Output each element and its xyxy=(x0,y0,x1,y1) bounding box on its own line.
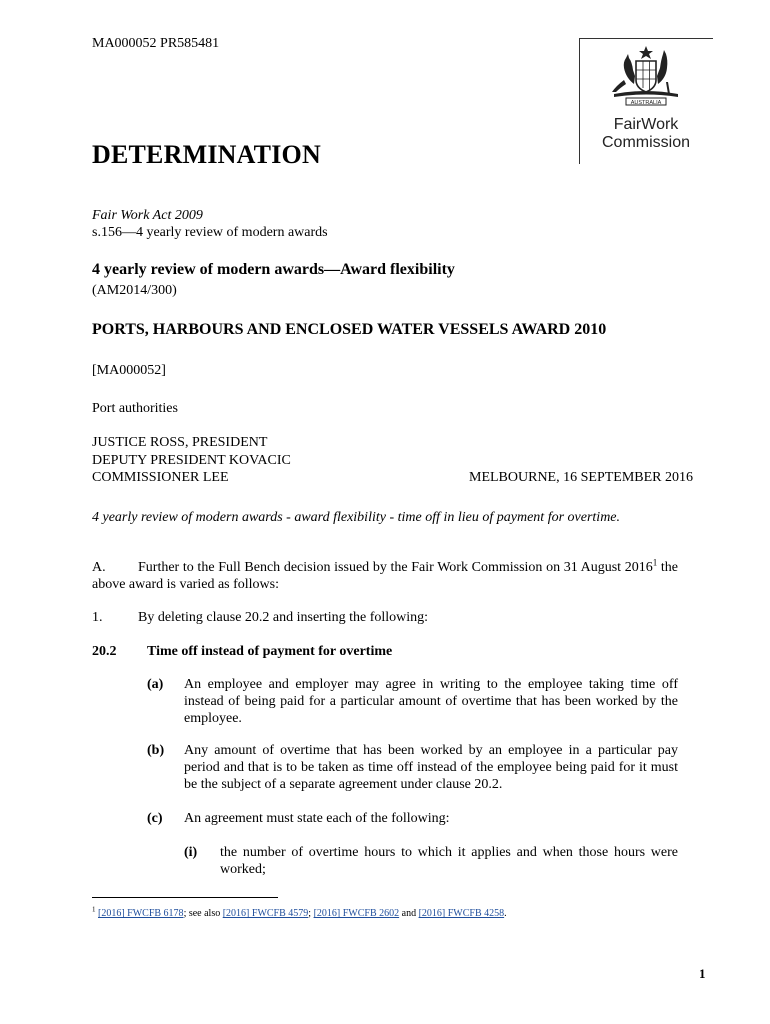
bench-member: COMMISSIONER LEE xyxy=(92,470,229,485)
footnote-end: . xyxy=(504,908,507,919)
location-date: MELBOURNE, 16 SEPTEMBER 2016 xyxy=(469,470,694,485)
paragraph-a-tail: the above award is varied as follows: xyxy=(92,560,678,592)
document-reference: MA000052 PR585481 xyxy=(92,36,220,51)
footnote-link[interactable]: [2016] FWCFB 2602 xyxy=(313,908,400,919)
act-section: s.156—4 yearly review of modern awards xyxy=(92,225,328,240)
item-text: By deleting clause 20.2 and inserting the following: xyxy=(138,610,429,625)
coat-of-arms-icon xyxy=(604,44,688,106)
logo-line-2: Commission xyxy=(601,134,690,151)
footnote-reference[interactable]: 1 xyxy=(652,557,658,568)
paragraph-a-text xyxy=(92,559,678,593)
subclause-text: An agreement must state each of the following: xyxy=(184,811,450,826)
subclause-marker: (c) xyxy=(147,811,163,826)
subclause-marker: (b) xyxy=(147,743,165,758)
footnote xyxy=(92,905,507,920)
commission-logo-text xyxy=(579,116,713,152)
industry: Port authorities xyxy=(92,401,178,416)
footnote-separator: ; see also xyxy=(183,908,223,919)
footnote-number: 1 xyxy=(92,905,96,914)
subclause-text: Any amount of overtime that has been worked by an employee in a particular pay period and that is to be taken as time off instead of the employee being paid for it must be the subject of a separate agreement under clause 20.2. xyxy=(184,743,678,792)
award-name: PORTS, HARBOURS AND ENCLOSED WATER VESSELS AWARD 2010 xyxy=(92,321,607,338)
footnote-divider xyxy=(92,897,278,898)
bench-member: DEPUTY PRESIDENT KOVACIC xyxy=(92,453,291,468)
subclause-marker: (a) xyxy=(147,677,164,692)
logo-line-1: FairWork xyxy=(613,116,679,133)
footnote-link[interactable]: [2016] FWCFB 4579 xyxy=(222,908,309,919)
footnote-link[interactable]: [2016] FWCFB 6178 xyxy=(98,908,184,919)
paragraph-a-body: Further to the Full Bench decision issued by the Fair Work Commission on 31 August 2016 xyxy=(138,560,653,575)
page-number: 1 xyxy=(699,966,706,981)
clause-title: Time off instead of payment for overtime xyxy=(147,644,393,659)
clause-number: 20.2 xyxy=(92,644,117,659)
item-number: 1. xyxy=(92,610,103,625)
paragraph-marker: A. xyxy=(92,560,106,575)
sub-item-marker: (i) xyxy=(184,845,198,860)
matter-number: (AM2014/300) xyxy=(92,283,177,298)
sub-item-text: the number of overtime hours to which it applies and when those hours were worked; xyxy=(220,845,678,877)
subclause-text: An employee and employer may agree in writing to the employee taking time off instead of being paid for a particular amount of overtime that has been worked by the employee. xyxy=(184,677,678,726)
award-code: [MA000052] xyxy=(92,363,166,378)
catchwords: 4 yearly review of modern awards - award flexibility - time off in lieu of payment for overtime. xyxy=(92,510,621,525)
act-name: Fair Work Act 2009 xyxy=(92,208,203,223)
matter-title: 4 yearly review of modern awards—Award flexibility xyxy=(92,261,455,278)
footnote-separator: and xyxy=(399,908,419,919)
footnote-link[interactable]: [2016] FWCFB 4258 xyxy=(418,908,505,919)
bench-member: JUSTICE ROSS, PRESIDENT xyxy=(92,435,268,450)
footnote-separator: ; xyxy=(308,908,314,919)
document-title: DETERMINATION xyxy=(92,140,321,169)
svg-text:AUSTRALIA: AUSTRALIA xyxy=(630,100,662,106)
